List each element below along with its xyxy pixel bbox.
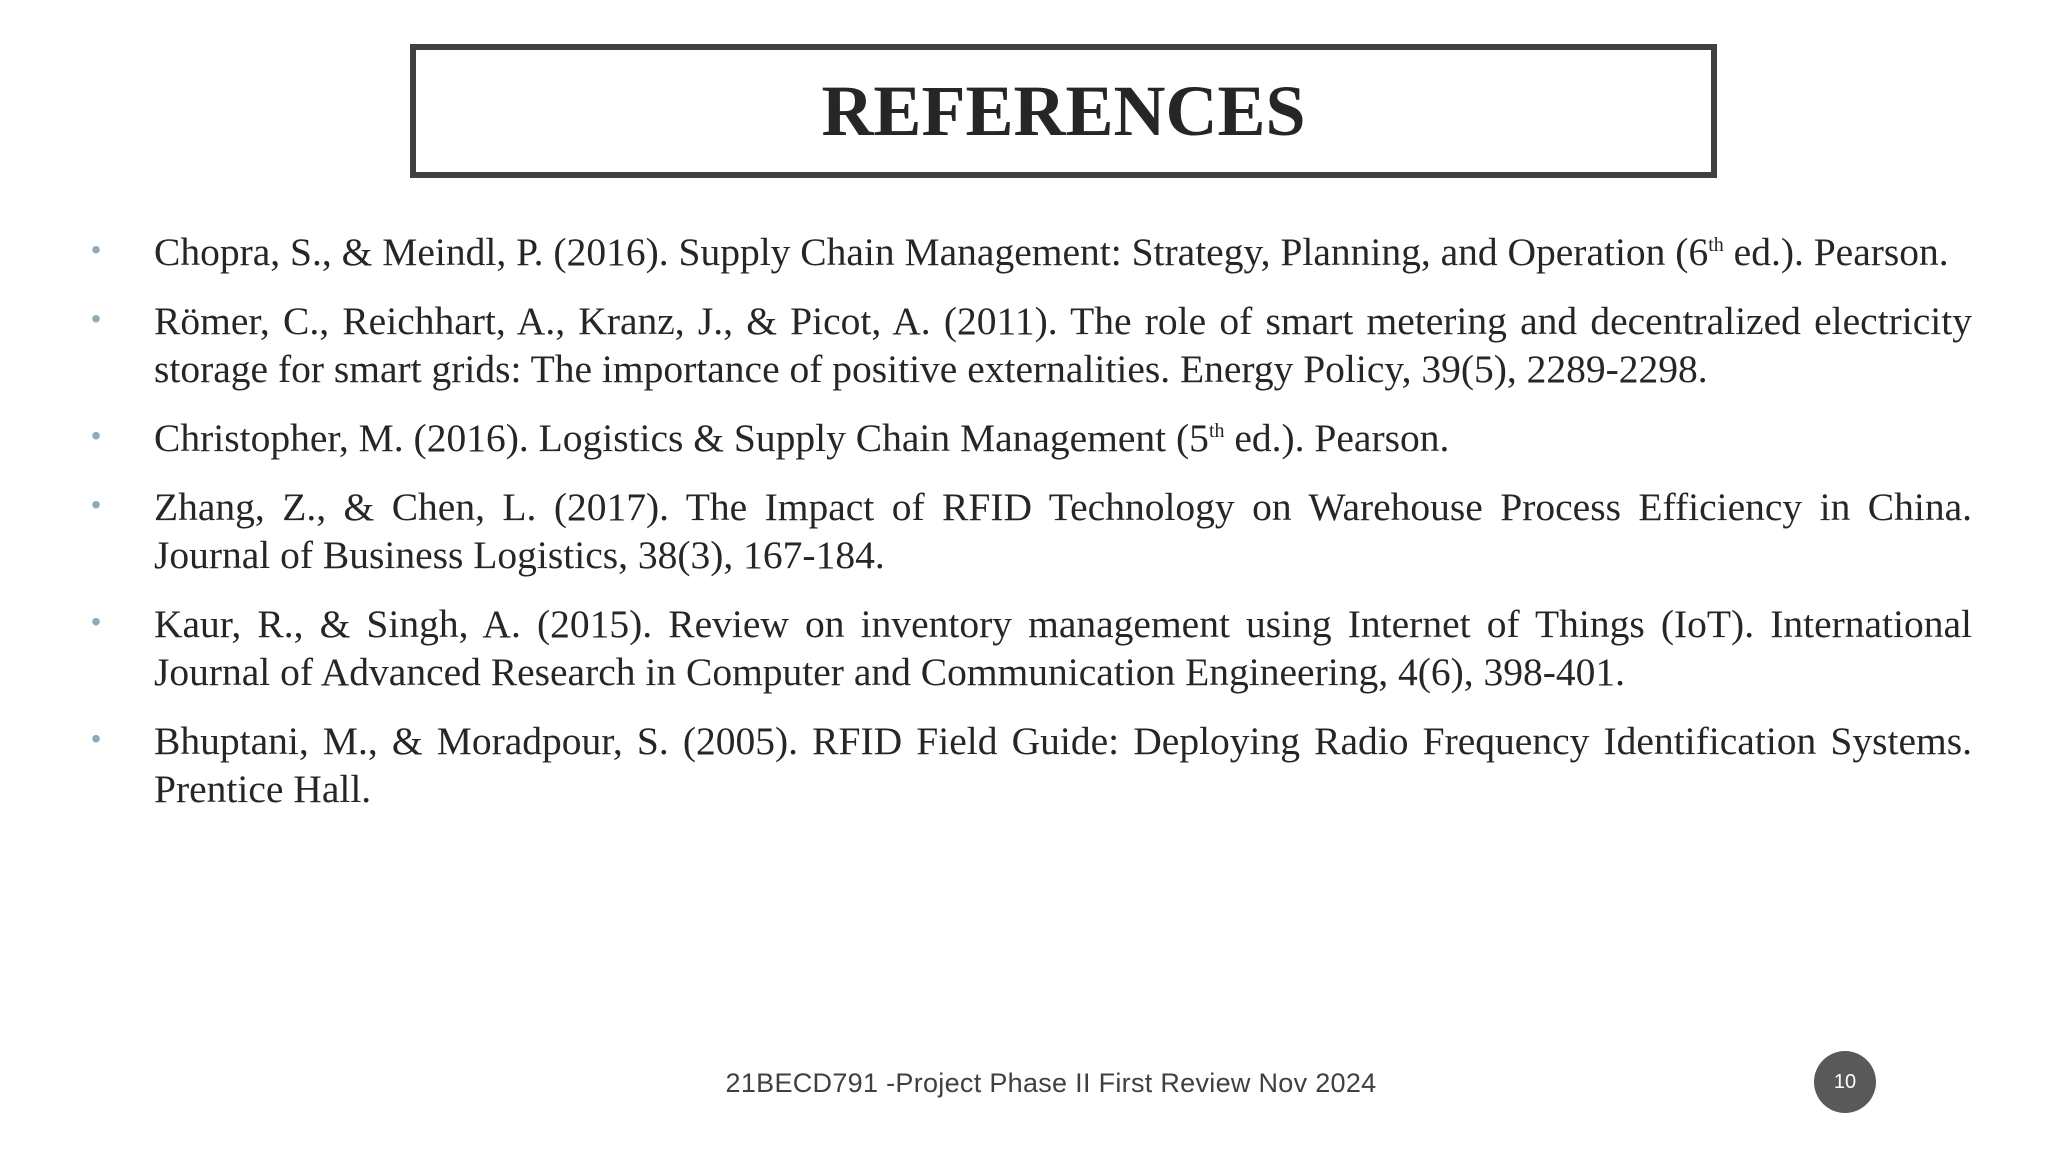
bullet-icon: • [91,489,101,520]
reference-text: Römer, C., Reichhart, A., Kranz, J., & Picot, A. (2011). The role of smart metering and decentralized electricity storage for smart grids: The importance of positive externalities. Energy Policy, 39(5), 2289-2298. [154,299,1972,391]
reference-text: Kaur, R., & Singh, A. (2015). Review on inventory management using Internet of Things (IoT). International Journal of Advanced Research in Computer and Communication Engineering, 4(6), 398-401. [154,602,1972,694]
reference-text-tail: ed.). Pearson. [1224,416,1450,460]
reference-item [86,414,1972,462]
reference-text: Christopher, M. (2016). Logistics & Supply Chain Management (5 [154,416,1209,460]
reference-item [86,600,1972,696]
slide-footer [0,1068,2048,1099]
reference-list [86,228,1972,834]
footer-text: 21BECD791 -Project Phase II First Review Nov 2024 [725,1068,1377,1098]
bullet-icon: • [91,606,101,637]
slide-title: REFERENCES [821,71,1306,151]
reference-item [86,297,1972,393]
bullet-icon: • [91,234,101,265]
reference-text-tail: ed.). Pearson. [1723,230,1949,274]
page-number-badge: 10 [1814,1051,1876,1113]
reference-item [86,717,1972,813]
reference-superscript: th [1208,419,1225,442]
title-box [410,44,1717,178]
reference-item [86,228,1972,276]
reference-superscript: th [1708,233,1724,256]
reference-text: Zhang, Z., & Chen, L. (2017). The Impact of RFID Technology on Warehouse Process Efficiency in China. Journal of Business Logistics, 38(3), 167-184. [154,485,1972,577]
reference-text: Bhuptani, M., & Moradpour, S. (2005). RFID Field Guide: Deploying Radio Frequency Identification Systems. Prentice Hall. [154,719,1972,811]
bullet-icon: • [91,420,101,451]
bullet-icon: • [91,723,101,754]
bullet-icon: • [91,303,101,334]
reference-text: Chopra, S., & Meindl, P. (2016). Supply Chain Management: Strategy, Planning, and Operation (6 [154,230,1709,274]
reference-item [86,483,1972,579]
